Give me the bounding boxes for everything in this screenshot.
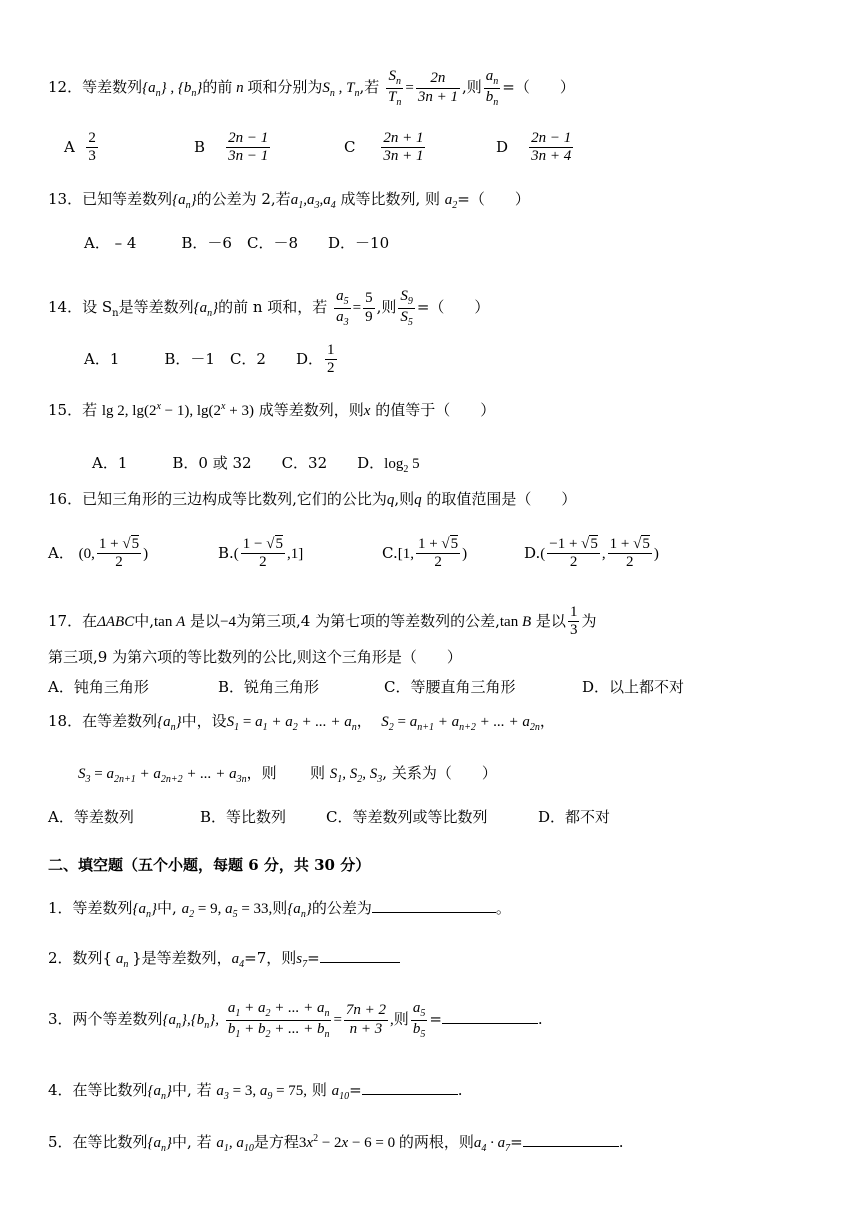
q13-options: A． – 4 B．－6 C．－8 D．－10 <box>84 234 390 252</box>
q12-option-c: C $\frac{2n + 1}{3n + 1}$ <box>344 130 424 165</box>
q18-option-c: C．等差数列或等比数列 <box>326 808 488 826</box>
section-title-fill-in: 二、填空题（五个小题，每题 6 分，共 30 分） <box>48 856 371 874</box>
q12-option-d: D $\frac{2n - 1}{3n + 4}$ <box>496 130 572 165</box>
q12-option-a: A $\frac{2}{3}$ <box>64 130 96 165</box>
q12-option-b: B $\frac{2n - 1}{3n - 1}$ <box>194 130 269 165</box>
fill-3: 3．两个等差数列$\{a_n\},\{b_n\}$, $\frac{a_1 + a_2 + ... + a_n}{b_1 + b_2 + ... + b_n}$ = $\frac{7n + 2}{n + 3}$ ,则 $\frac{a_5}{b_5}$ = . <box>48 1000 543 1040</box>
q17-option-d: D．以上都不对 <box>582 678 685 696</box>
question-15: 15．若 lg 2, $\lg(2^x - 1)$, $\lg(2^x + 3)$ 成等差数列，则x 的值等于（ ） <box>48 401 496 419</box>
q18-line2: $S_3 = a_{2n+1} + a_{2n+2}$ + ... + $a_{3n}$，则 <box>78 764 277 785</box>
fill-2: 2．数列{ $a_n$ }是等差数列，$a_4=7$，则$s_7=$ <box>48 948 400 970</box>
fill-3-blank[interactable] <box>442 1009 538 1024</box>
q17-option-c: C．等腰直角三角形 <box>384 678 516 696</box>
q16-option-a: A． (0, $\frac{1 + √5}{2}$ ) <box>48 536 149 571</box>
question-13: 13．已知等差数列$\{a_n\}$的公差为 2,若$a_1,a_3,a_4$ 成等比数列, 则 $a_2=$（ ） <box>48 190 530 211</box>
q16-option-d: D.( $\frac{-1 + √5}{2}$ , $\frac{1 + √5}{2}$ ) <box>524 536 659 571</box>
fill-1: 1．等差数列$\{a_n\}$中, $a_2 = 9$, $a_5 = 33$,则$\{a_n\}$的公差为 。 <box>48 899 511 920</box>
q18-line2-tail: 则 $S_1$, $S_2$, $S_3$, 关系为（ ） <box>310 764 497 785</box>
q14-options: A．1 B．－1 C．2 D． $\frac{1}{2}$ <box>84 342 335 377</box>
fraction-sn-tn: $\frac{S_n}{T_n}$ <box>388 68 402 108</box>
question-18: 18．在等差数列$\{a_n\}$中，设$S_1 = a_1 + a_2$ + ... + $a_n$， $S_2 = a_{n+1} + a_{n+2}$ + ... + $a_{2n}$， <box>48 712 555 733</box>
question-17: 17．在ΔABC中,tan A 是以−4为第三项,4 为第七项的等差数列的公差,tan B 是以 $\frac{1}{3}$ 为 <box>48 604 597 639</box>
math-an-bn: $\{a_n\}$ , $\{b_n\}$ <box>142 80 203 99</box>
fill-5: 5．在等比数列$\{a_n\}$中, 若 $a_1$, $a_{10}$是方程$3x^2 - 2x - 6 = 0$ 的两根，则$a_4 \cdot a_7=$ . <box>48 1133 624 1154</box>
q16-option-c: C.[1, $\frac{1 + √5}{2}$ ) <box>382 536 468 571</box>
question-16: 16．已知三角形的三边构成等比数列,它们的公比为q,则q 的取值范围是（ ） <box>48 490 577 508</box>
question-14: 14．设 $S_n$是等差数列$\{a_n\}$的前 n 项和，若 $\frac{a_5}{a_3}$ = $\frac{5}{9}$ ,则 $\frac{S_9}{S_5}$ =（ ） <box>48 288 490 328</box>
fill-2-blank[interactable] <box>320 948 400 963</box>
q18-option-b: B．等比数列 <box>200 808 287 826</box>
fill-4: 4．在等比数列$\{a_n\}$中, 若 $a_3 = 3$, $a_9 = 75$, 则 $a_{10}=$ . <box>48 1081 463 1102</box>
q17-option-a: A．钝角三角形 <box>48 678 149 696</box>
q18-option-a: A．等差数列 <box>48 808 134 826</box>
fraction-an-bn: $\frac{a_n}{b_n}$ <box>485 68 499 108</box>
q17-option-b: B．锐角三角形 <box>218 678 320 696</box>
question-12: 12．等差数列$\{a_n\}$ , $\{b_n\}$的前 n 项和分别为$S_n$ , $T_n$,若 $\frac{S_n}{T_n}$ = $\frac{2n}{3n + 1}$ ,则 $\frac{a_n}{b_n}$ =（ ） <box>48 68 575 108</box>
fraction-2n: $\frac{2n}{3n + 1}$ <box>417 70 458 105</box>
fill-1-blank[interactable] <box>372 898 496 913</box>
fill-5-blank[interactable] <box>523 1132 619 1147</box>
q16-option-b: B.( $\frac{1 - √5}{2}$ ,1] <box>218 536 304 571</box>
q15-options: A．1 B．0 或 32 C．32 D．$\log_2 5$ <box>92 454 420 475</box>
q17-line2: 第三项,9 为第六项的等比数列的公比,则这个三角形是（ ） <box>48 648 462 666</box>
fill-4-blank[interactable] <box>362 1080 458 1095</box>
q18-option-d: D．都不对 <box>538 808 611 826</box>
